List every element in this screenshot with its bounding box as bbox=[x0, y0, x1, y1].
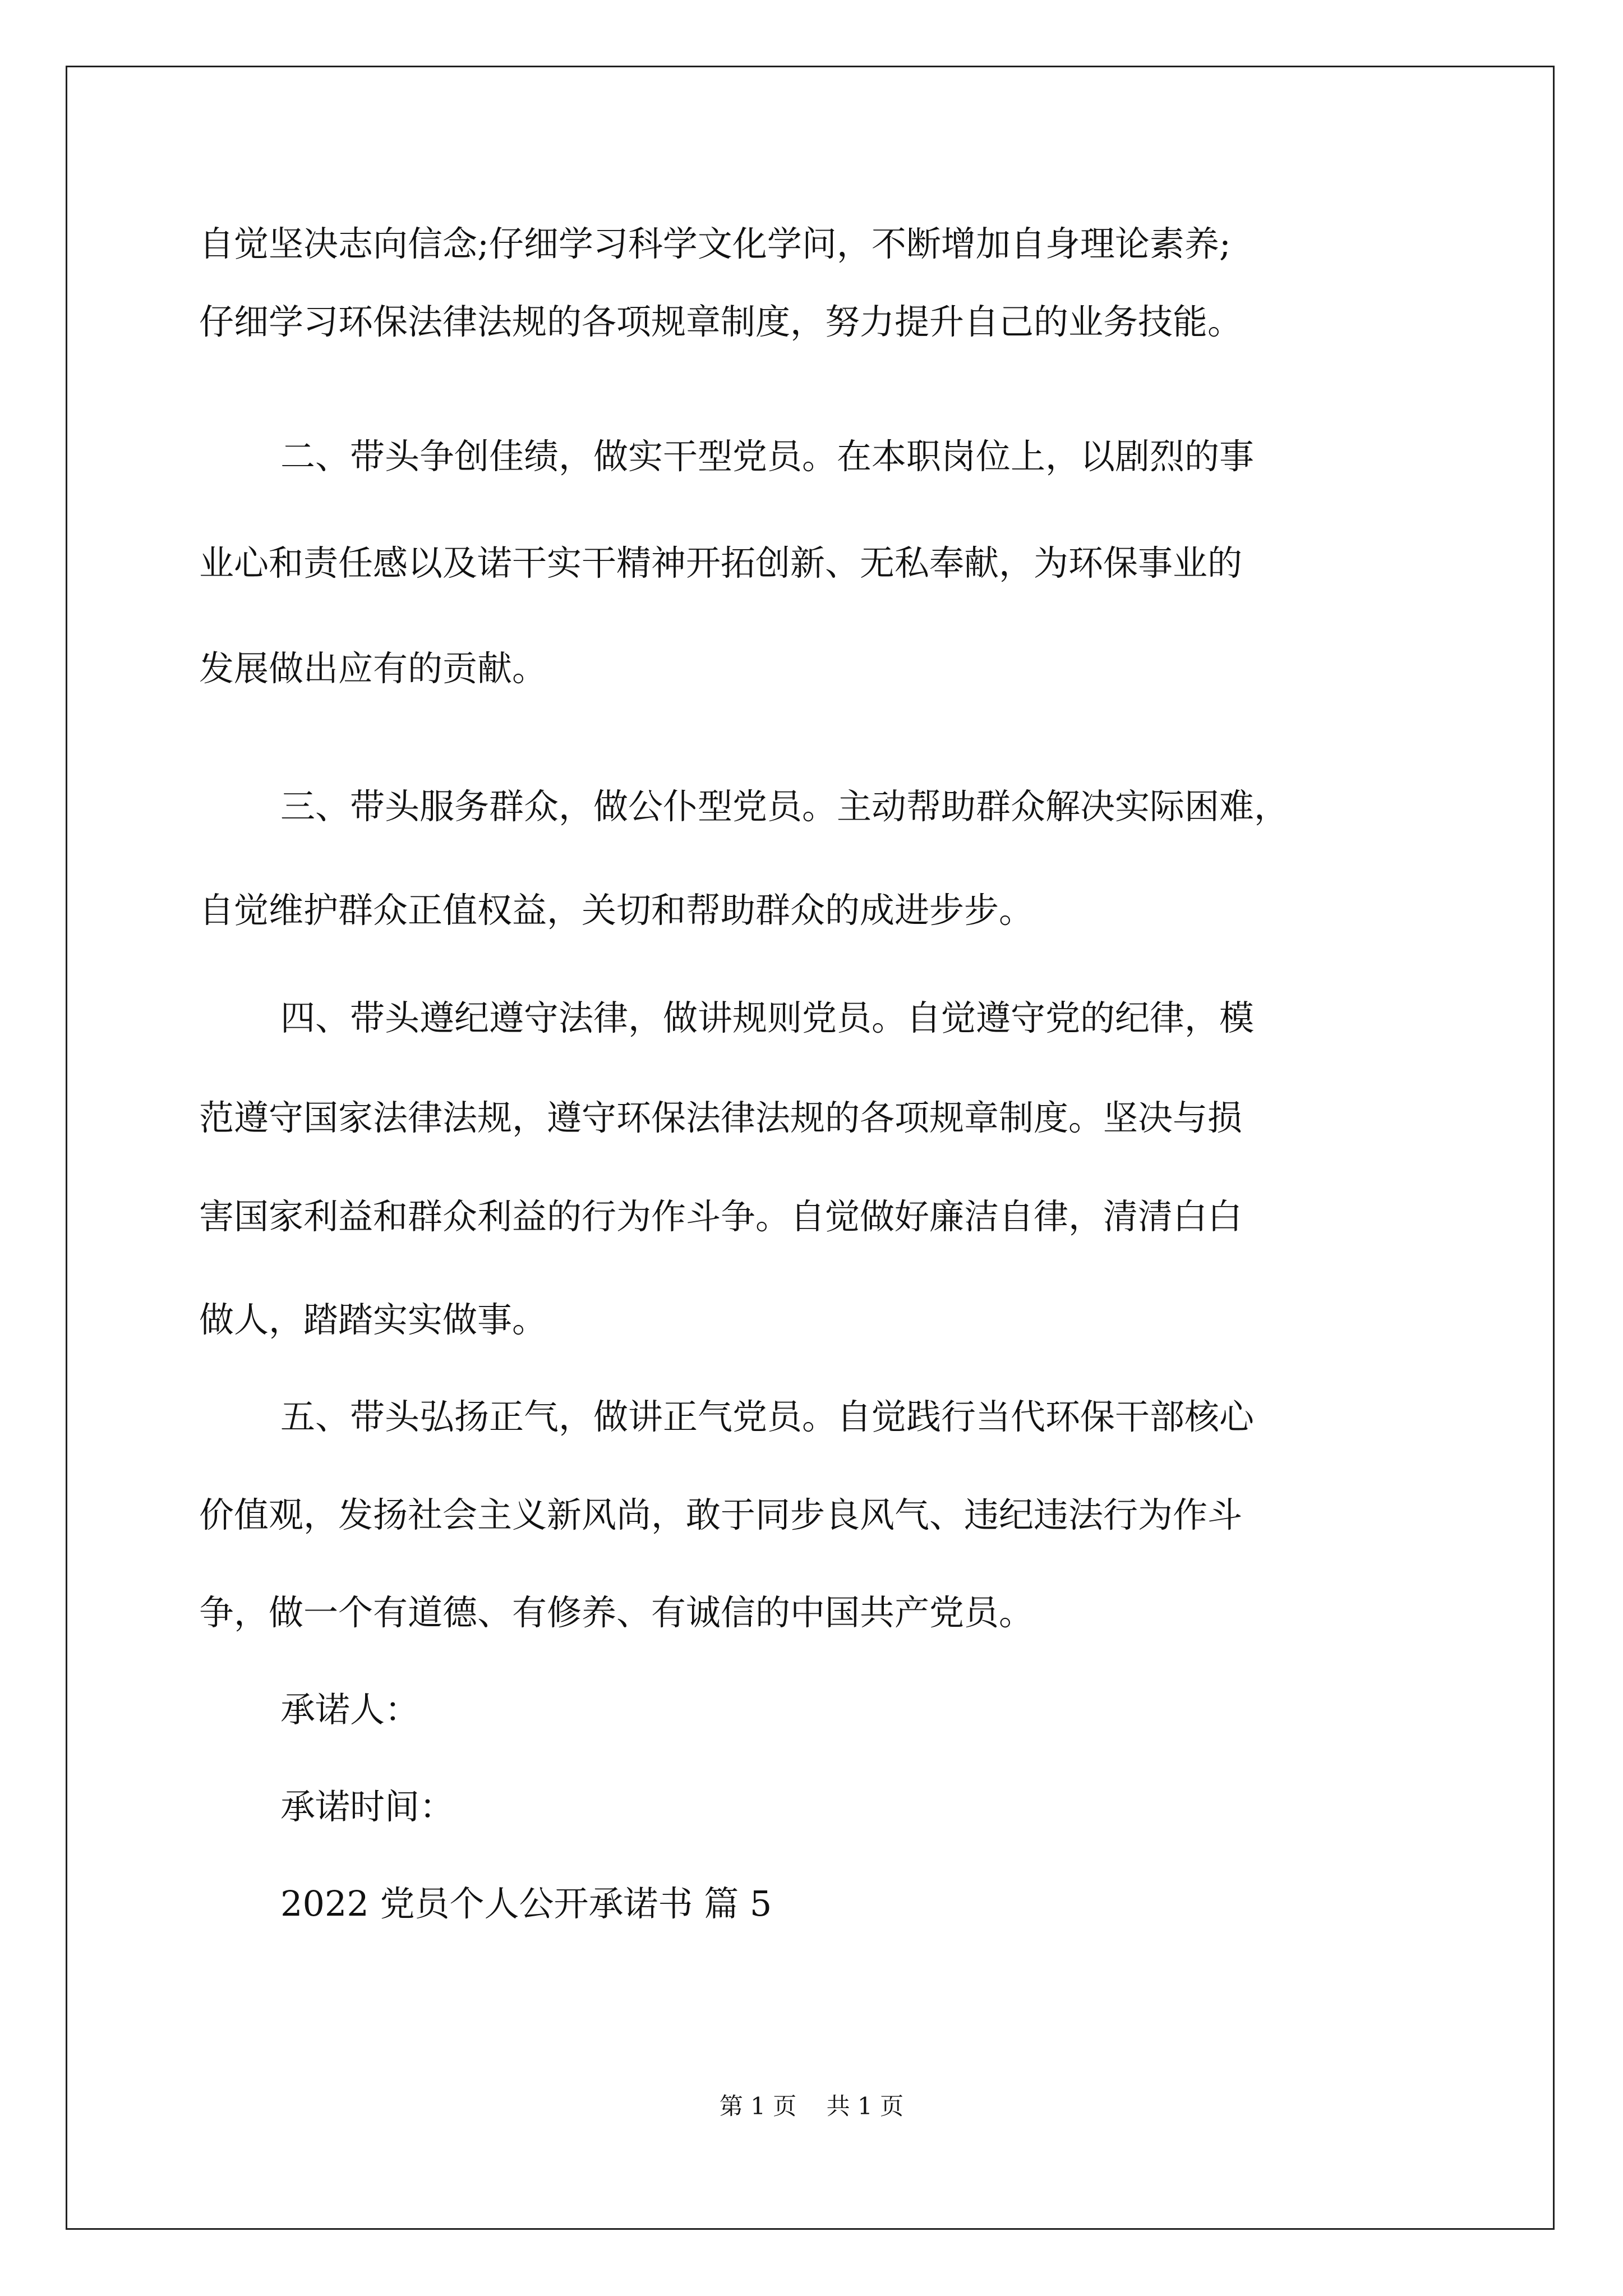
text-line: 自觉维护群众正值权益，关切和帮助群众的成进步步。 bbox=[199, 890, 1034, 931]
paragraph-two-start: 二、带头争创佳绩，做实干型党员。在本职岗位上，以剧烈的事 bbox=[280, 436, 1255, 477]
page-number: 第 1 页 bbox=[719, 2092, 797, 2120]
text-line: 业心和责任感以及诺干实干精神开拓创新、无私奉献，为环保事业的 bbox=[199, 542, 1243, 583]
section-heading: 2022 党员个人公开承诺书 篇 5 bbox=[280, 1883, 772, 1924]
promise-time-label: 承诺时间： bbox=[280, 1786, 455, 1827]
text-line: 仔细学习环保法律法规的各项规章制度，努力提升自己的业务技能。 bbox=[199, 301, 1243, 342]
page-total: 共 1 页 bbox=[826, 2092, 904, 2120]
text-line: 争，做一个有道德、有修养、有诚信的中国共产党员。 bbox=[199, 1592, 1034, 1633]
promiser-label: 承诺人： bbox=[280, 1689, 420, 1730]
text-line: 自觉坚决志向信念;仔细学习科学文化学问，不断增加自身理论素养; bbox=[199, 223, 1231, 264]
text-line: 范遵守国家法律法规，遵守环保法律法规的各项规章制度。坚决与损 bbox=[199, 1097, 1243, 1138]
text-line: 害国家利益和群众利益的行为作斗争。自觉做好廉洁自律，清清白白 bbox=[199, 1196, 1243, 1237]
text-line: 发展做出应有的贡献。 bbox=[199, 648, 547, 689]
text-line: 做人，踏踏实实做事。 bbox=[199, 1299, 547, 1340]
paragraph-three-start: 三、带头服务群众，做公仆型党员。主动帮助群众解决实际困难， bbox=[280, 786, 1289, 827]
paragraph-four-start: 四、带头遵纪遵守法律，做讲规则党员。自觉遵守党的纪律，模 bbox=[280, 997, 1255, 1038]
text-line: 价值观，发扬社会主义新风尚，敢于同步良风气、违纪违法行为作斗 bbox=[199, 1494, 1243, 1535]
page-footer bbox=[0, 2090, 1623, 2123]
paragraph-five-start: 五、带头弘扬正气，做讲正气党员。自觉践行当代环保干部核心 bbox=[280, 1396, 1255, 1437]
